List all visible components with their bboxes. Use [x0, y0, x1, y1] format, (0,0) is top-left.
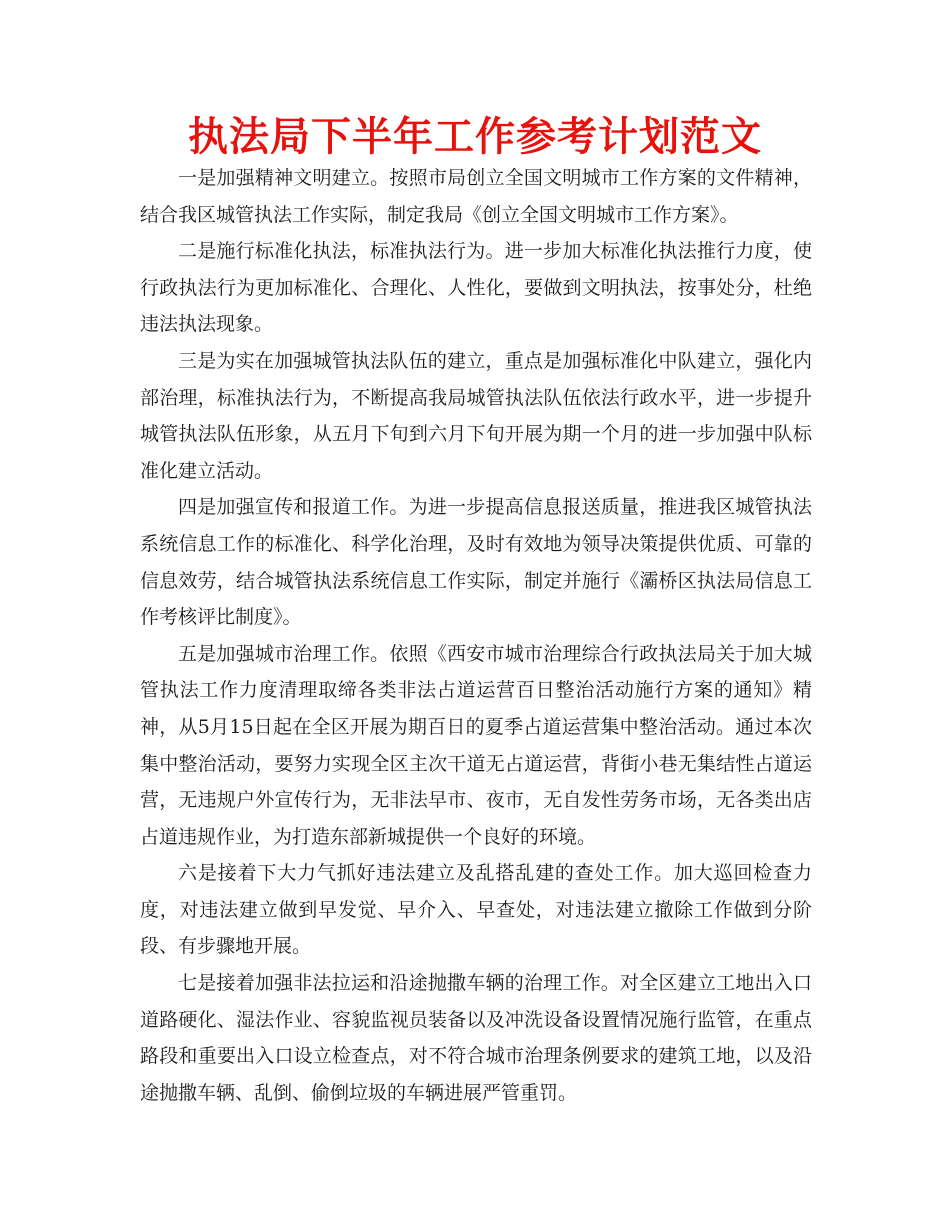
paragraph-6: 六是接着下大力气抓好违法建立及乱搭乱建的查处工作。加大巡回检查力度，对违法建立做到早发觉、早介入、早查处，对违法建立撤除工作做到分阶段、有步骤地开展。	[140, 862, 812, 958]
document-body	[140, 160, 812, 1111]
paragraph-7: 七是接着加强非法拉运和沿途抛撒车辆的治理工作。对全区建立工地出入口道路硬化、湿法作业、容貌监视员装备以及冲洗设备设置情况施行监管，在重点路段和重要出入口设立检查点，对不符合城市治理条例要求的建筑工地，以及沿途抛撒车辆、乱倒、偷倒垃圾的车辆进展严管重罚。	[140, 972, 812, 1104]
paragraph-4: 四是加强宣传和报道工作。为进一步提高信息报送质量，推进我区城管执法系统信息工作的标准化、科学化治理，及时有效地为领导决策提供优质、可靠的信息效劳，结合城管执法系统信息工作实际，制定并施行《灞桥区执法局信息工作考核评比制度》。	[140, 496, 812, 629]
paragraph-5: 五是加强城市治理工作。依照《西安市城市治理综合行政执法局关于加大城管执法工作力度清理取缔各类非法占道运营百日整治活动施行方案的通知》精神，从5月15日起在全区开展为期百日的夏季占道运营集中整治活动。通过本次集中整治活动，要努力实现全区主次干道无占道运营，背街小巷无集结性占道运营，无违规户外宣传行为，无非法早市、夜市，无自发性劳务市场，无各类出店占道违规作业，为打造东部新城提供一个良好的环境。	[140, 642, 812, 848]
document-title: 执法局下半年工作参考计划范文	[188, 114, 762, 160]
paragraph-3: 三是为实在加强城管执法队伍的建立，重点是加强标准化中队建立，强化内部治理，标准执法行为，不断提高我局城管执法队伍依法行政水平，进一步提升城管执法队伍形象，从五月下旬到六月下旬开展为期一个月的进一步加强中队标准化建立活动。	[140, 349, 812, 482]
paragraph-2: 二是施行标准化执法，标准执法行为。进一步加大标准化执法推行力度，使行政执法行为更加标准化、合理化、人性化，要做到文明执法，按事处分，杜绝违法执法现象。	[140, 240, 812, 336]
paragraph-1: 一是加强精神文明建立。按照市局创立全国文明城市工作方案的文件精神，结合我区城管执法工作实际，制定我局《创立全国文明城市工作方案》。	[140, 167, 812, 226]
